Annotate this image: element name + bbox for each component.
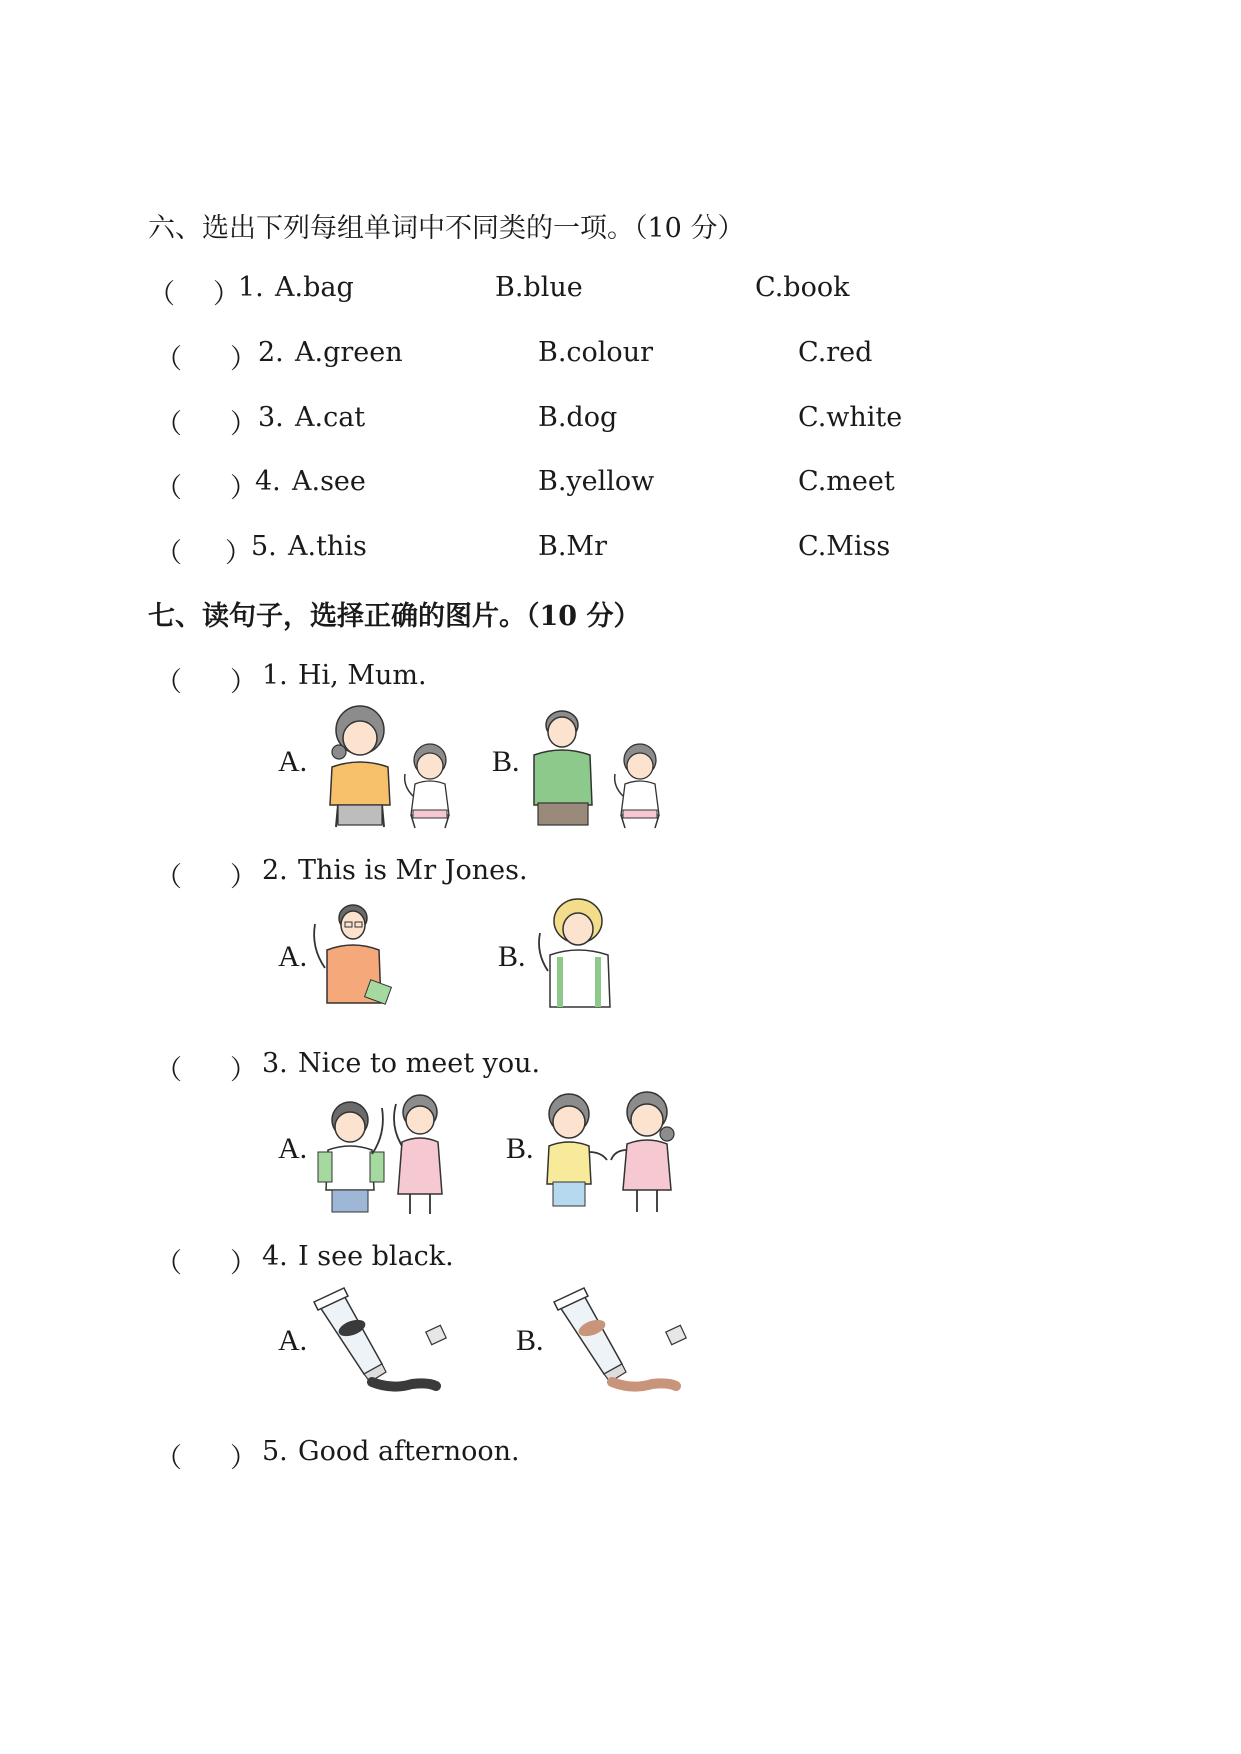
s6-item-1-bracket-open: （ (148, 279, 175, 310)
s6-item-4-number: 4. (255, 466, 281, 497)
s7-item-5-sentence: Good afternoon. (298, 1436, 520, 1467)
man-with-glasses-illustration (305, 898, 395, 1018)
s7-item-4-sentence: I see black. (298, 1241, 454, 1272)
s6-item-5-number: 5. (251, 531, 277, 562)
s6-item-3-option-a: A.cat (295, 402, 366, 433)
s6-item-4-option-c: C.meet (798, 466, 895, 497)
s6-item-5-option-a: A.this (288, 531, 367, 562)
s7-item-1-option-b-label: B. (492, 745, 520, 778)
s6-item-4-option-b: B.yellow (538, 466, 655, 497)
s7-item-5-number: 5. (262, 1436, 288, 1467)
s7-item-3-sentence: Nice to meet you. (298, 1048, 541, 1079)
s6-item-5-option-b: B.Mr (538, 531, 607, 562)
s6-item-1-option-c: C.book (755, 272, 850, 303)
s7-item-1-number: 1. (262, 660, 288, 691)
woman-curly-hair-illustration (530, 895, 620, 1015)
s6-item-5-bracket-close: ） (225, 538, 252, 569)
s7-item-1-option-a-label: A. (278, 745, 308, 778)
s7-item-2-bracket-open: （ (155, 862, 182, 893)
s6-item-5-option-c: C.Miss (798, 531, 891, 562)
section-6-heading: 六、选出下列每组单词中不同类的一项。（10 分） (148, 213, 745, 244)
s6-item-3-bracket-open: （ (155, 409, 182, 440)
s6-item-2-bracket-open: （ (155, 344, 182, 375)
s7-item-3-bracket-close: ） (230, 1055, 257, 1086)
s6-item-3-option-b: B.dog (538, 402, 618, 433)
s6-item-1-bracket-close: ） (213, 279, 240, 310)
s6-item-2-bracket-close: ） (230, 344, 257, 375)
girl-waving-illustration-2 (605, 740, 675, 830)
s7-item-4-bracket-close: ） (230, 1248, 257, 1279)
s6-item-1-number: 1. (238, 272, 264, 303)
s7-item-3-bracket-open: （ (155, 1055, 182, 1086)
s7-item-4-option-b-label: B. (516, 1324, 544, 1357)
girl-waving-illustration (395, 740, 465, 830)
s6-item-4-bracket-close: ） (230, 473, 257, 504)
boy-and-girl-waving-illustration (312, 1090, 452, 1215)
s6-item-2-option-a: A.green (295, 337, 403, 368)
s7-item-3-option-a-label: A. (278, 1132, 308, 1165)
s6-item-3-number: 3. (258, 402, 284, 433)
father-illustration (520, 705, 600, 825)
s6-item-2-option-c: C.red (798, 337, 873, 368)
s7-item-5-bracket-open: （ (155, 1443, 182, 1474)
s6-item-1-option-b: B.blue (495, 272, 583, 303)
s7-item-4-option-a-label: A. (278, 1324, 308, 1357)
s7-item-1-bracket-open: （ (155, 667, 182, 698)
s7-item-2-option-b-label: B. (498, 940, 526, 973)
s6-item-4-bracket-open: （ (155, 473, 182, 504)
s6-item-3-option-c: C.white (798, 402, 903, 433)
s7-item-1-sentence: Hi, Mum. (298, 660, 427, 691)
s7-item-2-option-a-label: A. (278, 940, 308, 973)
s7-item-5-bracket-close: ） (230, 1443, 257, 1474)
s6-item-4-option-a: A.see (292, 466, 366, 497)
s7-item-3-number: 3. (262, 1048, 288, 1079)
s7-item-2-number: 2. (262, 855, 288, 886)
section-7-heading: 七、读句子，选择正确的图片。（10 分） (148, 601, 641, 632)
s6-item-5-bracket-open: （ (155, 538, 182, 569)
s7-item-3-option-b-label: B. (506, 1132, 534, 1165)
s7-item-1-bracket-close: ） (230, 667, 257, 698)
s6-item-2-number: 2. (258, 337, 284, 368)
s6-item-2-option-b: B.colour (538, 337, 653, 368)
black-paint-tube-illustration (312, 1288, 462, 1398)
s7-item-4-number: 4. (262, 1241, 288, 1272)
s6-item-3-bracket-close: ） (230, 409, 257, 440)
s6-item-1-option-a: A.bag (275, 272, 354, 303)
s7-item-4-bracket-open: （ (155, 1248, 182, 1279)
s7-item-2-bracket-close: ） (230, 862, 257, 893)
s7-item-2-sentence: This is Mr Jones. (298, 855, 528, 886)
children-greeting-illustration (535, 1090, 685, 1215)
brown-paint-tube-illustration (552, 1288, 702, 1398)
